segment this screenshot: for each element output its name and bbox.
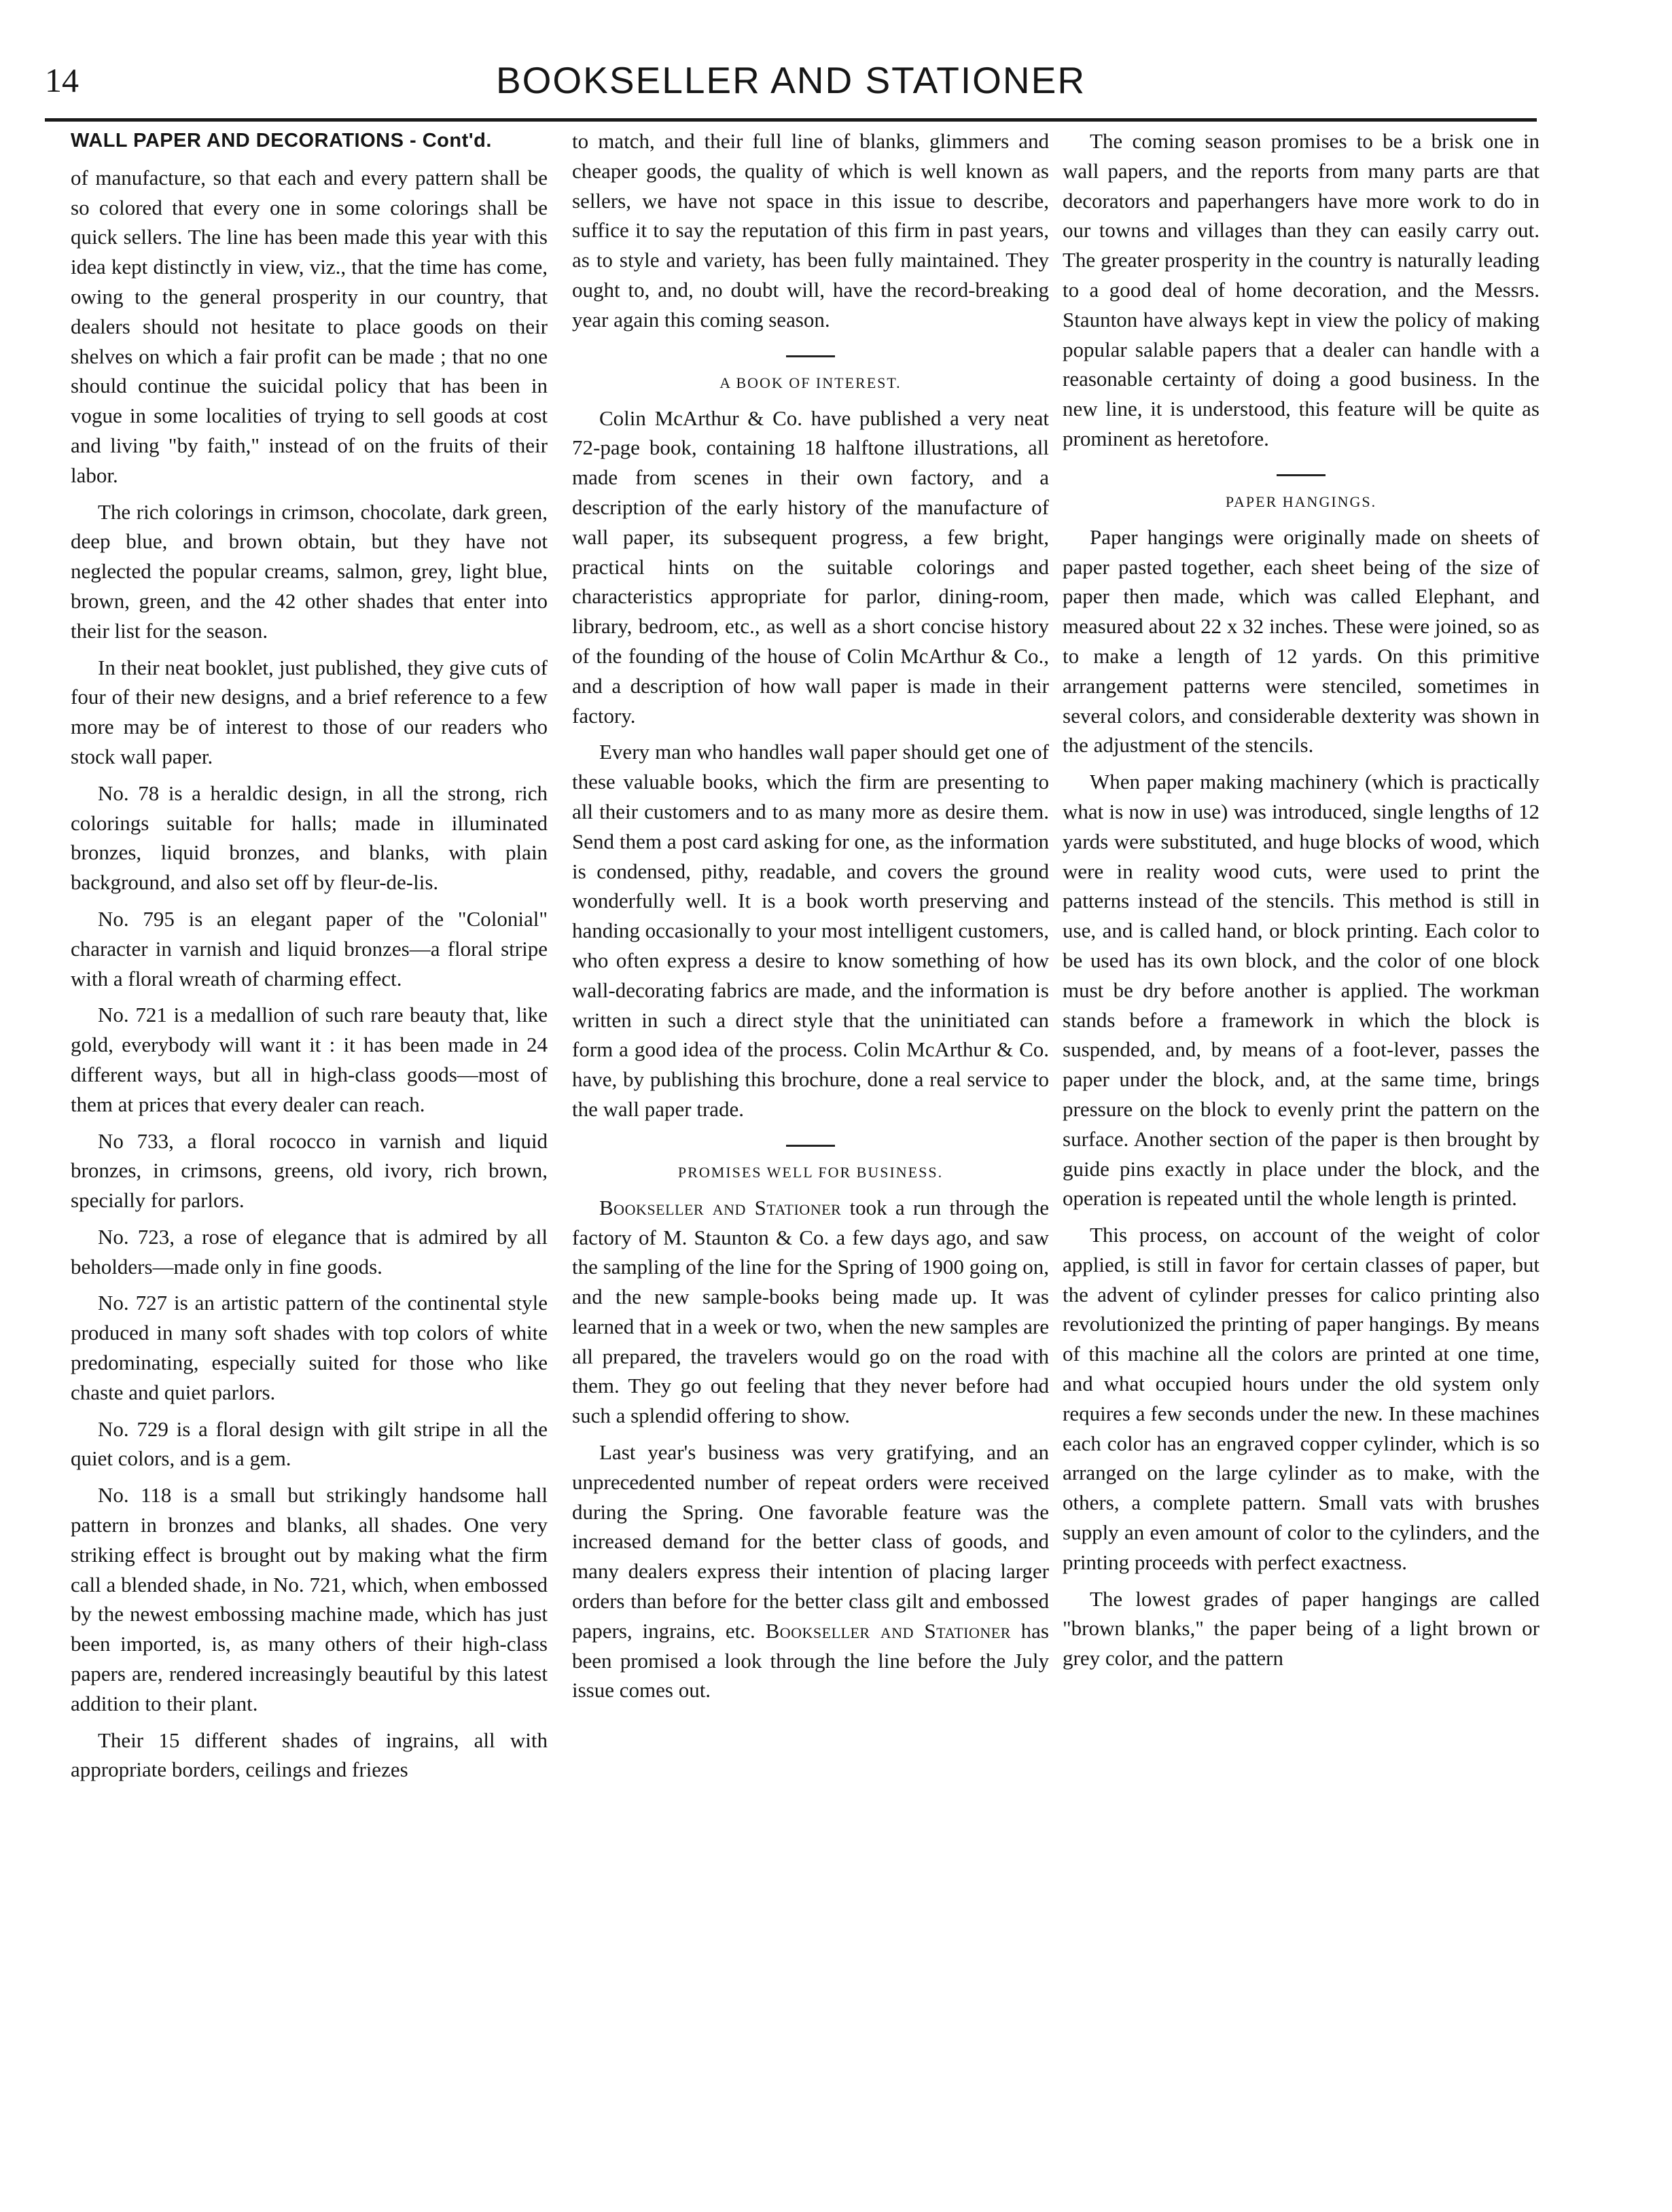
paragraph: No. 795 is an elegant paper of the "Colonial" character in varnish and liquid bronzes—a floral stripe with a floral wreath of charming effect. <box>71 906 548 991</box>
paragraph: In their neat booklet, just published, they give cuts of four of their new designs, and a brief reference to a few more may be of interest to those of our readers who stock wall paper. <box>71 655 548 768</box>
paragraph: The lowest grades of paper hangings are called "brown blanks," the paper being of a light brown or grey color, and the pattern <box>1063 1586 1540 1671</box>
paragraph: Their 15 different shades of ingrains, all with appropriate borders, ceilings and friezes <box>71 1728 548 1782</box>
section-divider <box>786 355 835 357</box>
page-header <box>45 54 1537 109</box>
paragraph: Every man who handles wall paper should get one of these valuable books, which the firm are presenting to all their customers and to as many more as desire them. Send them a post card asking for one, as the information is condensed, pithy, readable, and covers the ground wonderfully well. It is a book worth preserving and handing occasionally to your most intelligent customers, who often express a desire to know something of how wall-decorating fabrics are made, and the information is written in such a direct style that the uninitiated can form a good idea of the process. Colin McArthur & Co. have, by publishing this brochure, done a real service to the wall paper trade. <box>572 740 1049 1121</box>
paragraph-text: took a run through the factory of M. Staunton & Co. a few days ago, and saw the sampling of the line for the Spring of 1900 going on, and the new sample-books being made up. It was learned that in a week or two, when the new samples are all prepared, the travelers would go on the road with them. They go out feeling that they never before had such a splendid offering to show. <box>572 1195 1049 1428</box>
article-column-3 <box>1063 126 1540 2192</box>
paragraph: This process, on account of the weight of color applied, is still in favor for certain classes of paper, but the advent of cylinder presses for calico printing also revolutionized the printing of paper hangings. By means of this machine all the colors are printed at one time, and what occupied hours under the old system only requires a few seconds under the new. In these machines each color has an engraved copper cylinder, which is so arranged on the large cylinder as to make, with the others, a complete pattern. Small vats with brushes supply an even amount of color to the cylinders, and the printing proceeds with perfect exactness. <box>1063 1223 1540 1574</box>
section-divider <box>1277 474 1326 476</box>
paragraph-text: has been promised a look through the line before the July issue comes out. <box>572 1618 1049 1702</box>
paragraph: The rich colorings in crimson, chocolate, dark green, deep blue, and brown obtain, but they have not neglected the popular creams, salmon, grey, light blue, brown, green, and the 42 other shades that enter into their list for the season. <box>71 499 548 643</box>
paragraph: to match, and their full line of blanks, glimmers and cheaper goods, the quality of which is well known as sellers, we have not space in this issue to describe, suffice it to say the reputation of this firm in past years, as to style and variety, has been fully maintained. They ought to, and, no doubt will, have the record-breaking year again this coming season. <box>572 129 1049 332</box>
paragraph: No. 723, a rose of elegance that is admired by all beholders—made only in fine goods. <box>71 1224 548 1279</box>
subheading-paper-hangings: PAPER HANGINGS. <box>1225 493 1377 510</box>
article-column-2 <box>572 126 1049 2192</box>
paragraph: When paper making machinery (which is practically what is now in use) was introduced, single lengths of 12 yards were substituted, and huge blocks of wood, which were in reality wood cuts, were used to print the patterns instead of the stencils. This method is still in use, and is called hand, or block printing. Each color to be used has its own block, and the color of one block must be dry before another is applied. The workman stands before a framework in which the block is suspended, and, by means of a foot-lever, passes the paper under the block, and, at the same time, brings pressure on the block to evenly print the pattern on the surface. Another section of the paper is then brought by guide pins exactly in place under the block, and the operation is repeated until the whole length is printed. <box>1063 770 1540 1211</box>
subheading-promises-well: PROMISES WELL FOR BUSINESS. <box>677 1163 944 1181</box>
paragraph: The coming season promises to be a brisk one in wall papers, and the reports from many parts are that decorators and paperhangers have more work to do in our towns and villages than they can easily carry out. The greater prosperity in the country is naturally leading to a good deal of home decoration, and the Messrs. Staunton have always kept in view the policy of making popular salable papers that a dealer can handle with a reasonable certainty of doing a good business. In the new line, it is understood, this feature will be quite as prominent as heretofore. <box>1063 129 1540 450</box>
paragraph: Colin McArthur & Co. have published a very neat 72-page book, containing 18 halftone illustrations, all made from scenes in their own factory, and a description of the early history of the manufacture of wall paper, its subsequent progress, a few bright, practical hints on the suitable colorings and characteristics appropriate for parlor, dining-room, library, bedroom, etc., as well as a short concise history of the founding of the house of Colin McArthur & Co., and a description of how wall paper is made in their factory. <box>572 406 1049 728</box>
subheading-book-of-interest: A BOOK OF INTEREST. <box>719 374 902 391</box>
paragraph: No. 78 is a heraldic design, in all the strong, rich colorings suitable for halls; made in illuminated bronzes, liquid bronzes, and blanks, with plain background, and also set off by fleur-de-lis. <box>71 781 548 895</box>
paragraph <box>572 1193 1049 1431</box>
page-number: 14 <box>45 61 79 99</box>
paragraph: No. 118 is a small but strikingly handsome hall pattern in bronzes and blanks, all shades. One very striking effect is brought out by making what the firm call a blended shade, in No. 721, which, when embossed by the newest embossing machine made, which has just been imported, is, as many others of their high-class papers are, rendered increasingly beautiful by this latest addition to their plant. <box>71 1483 548 1715</box>
paragraph: No. 727 is an artistic pattern of the continental style produced in many soft shades with top colors of white predominating, especially suited for those who like chaste and quiet parlors. <box>71 1291 548 1404</box>
section-title: WALL PAPER AND DECORATIONS - Cont'd. <box>71 130 492 151</box>
paragraph-text: Last year's business was very gratifying, and an unprecedented number of repeat orders were received during the Spring. One favorable feature was the increased demand for the better class of goods, and many dealers express their intention of placing larger orders than before for the better class gilt and embossed papers, ingrains, etc. <box>572 1440 1049 1643</box>
paragraph: No. 729 is a floral design with gilt stripe in all the quiet colors, and is a gem. <box>71 1416 548 1471</box>
publication-name: Bookseller and Stationer <box>599 1195 842 1219</box>
paragraph: No. 721 is a medallion of such rare beauty that, like gold, everybody will want it : it has been made in 24 different ways, but all in high-class goods—most of them at prices that every dealer can reach. <box>71 1003 548 1116</box>
paragraph <box>572 1438 1049 1705</box>
running-title: BOOKSELLER AND STATIONER <box>495 59 1086 101</box>
paragraph: of manufacture, so that each and every pattern shall be so colored that every one in some colorings shall be quick sellers. The line has been made this year with this idea kept distinctly in view, viz., that the time has come, owing to the general prosperity in our country, that dealers should not hesitate to place goods on their shelves on which a fair profit can be made ; that no one should continue the suicidal policy that has been in vogue in some localities of trying to sell goods at cost and living "by faith," instead of on the fruits of their labor. <box>71 165 548 487</box>
section-divider <box>786 1145 835 1147</box>
paragraph: Paper hangings were originally made on sheets of paper pasted together, each sheet being of the size of paper then made, which was called Elephant, and measured about 22 x 32 inches. These were joined, so as to make a length of 12 yards. On this primitive arrangement patterns were stenciled, sometimes in several colors, and considerable dexterity was shown in the adjustment of the stencils. <box>1063 524 1540 757</box>
header-rule <box>45 118 1537 122</box>
article-column-1 <box>71 126 548 2192</box>
publication-name: Bookseller and Stationer <box>765 1618 1011 1643</box>
paragraph: No 733, a floral rococco in varnish and liquid bronzes, in crimsons, greens, old ivory, rich brown, specially for parlors. <box>71 1128 548 1213</box>
